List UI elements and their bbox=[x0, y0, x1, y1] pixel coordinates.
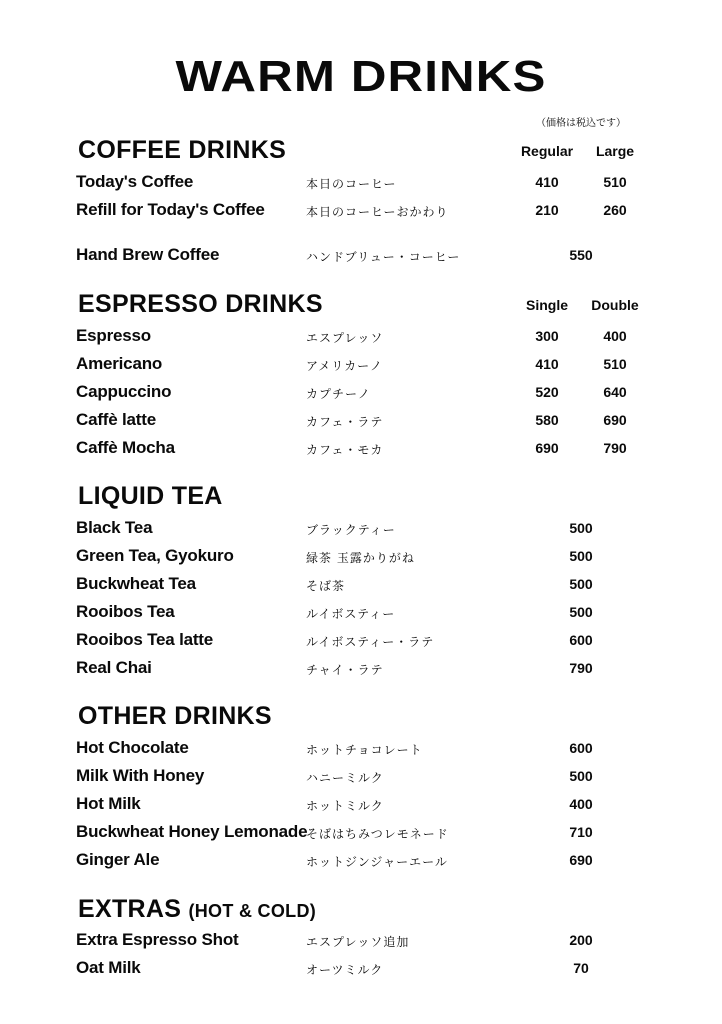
menu-row bbox=[0, 850, 722, 878]
menu-row bbox=[0, 658, 722, 686]
item-name-jp: カフェ・ラテ bbox=[306, 415, 384, 429]
item-name: Ginger Ale bbox=[76, 850, 160, 869]
item-name: Green Tea, Gyokuro bbox=[76, 546, 234, 565]
column-header-regular: Regular bbox=[520, 143, 574, 159]
price: 600 bbox=[569, 632, 593, 648]
item-name-jp: そば茶 bbox=[306, 579, 346, 593]
item-name: Americano bbox=[76, 354, 163, 373]
price-single: 520 bbox=[535, 384, 559, 400]
price: 500 bbox=[569, 520, 593, 536]
price-single: 690 bbox=[535, 440, 559, 456]
price-double: 510 bbox=[603, 356, 627, 372]
item-name: Rooibos Tea bbox=[76, 602, 175, 621]
menu-row bbox=[0, 245, 722, 273]
section-heading-note: (HOT & COLD) bbox=[188, 901, 317, 921]
menu-row bbox=[0, 326, 722, 354]
price-double: 640 bbox=[603, 384, 627, 400]
column-header-double: Double bbox=[591, 297, 639, 313]
menu-row bbox=[0, 354, 722, 382]
menu-row bbox=[0, 930, 722, 958]
price: 400 bbox=[569, 796, 593, 812]
item-name: Real Chai bbox=[76, 658, 152, 677]
menu-row bbox=[0, 738, 722, 766]
menu-row bbox=[0, 630, 722, 658]
item-name-jp: ルイボスティー bbox=[306, 607, 396, 621]
menu-row bbox=[0, 794, 722, 822]
item-name: Buckwheat Honey Lemonade bbox=[76, 822, 308, 841]
item-name-jp: エスプレッソ bbox=[306, 331, 384, 345]
item-name: Buckwheat Tea bbox=[76, 574, 196, 593]
item-name-jp: 本日のコーヒーおかわり bbox=[306, 205, 449, 219]
section-heading bbox=[78, 895, 316, 924]
menu-row bbox=[0, 546, 722, 574]
item-name: Hot Milk bbox=[76, 794, 141, 813]
item-name: Espresso bbox=[76, 326, 151, 345]
price-single: 580 bbox=[535, 412, 559, 428]
item-name-jp: 本日のコーヒー bbox=[306, 177, 397, 191]
item-name: Today's Coffee bbox=[76, 172, 194, 191]
item-name-jp: ホットミルク bbox=[306, 799, 384, 813]
page-title: WARM DRINKS bbox=[175, 52, 547, 101]
item-name-jp: ブラックティー bbox=[306, 523, 396, 537]
price-single: 300 bbox=[535, 328, 559, 344]
price: 710 bbox=[569, 824, 593, 840]
item-name-jp: オーツミルク bbox=[306, 963, 384, 977]
item-name: Caffè latte bbox=[76, 410, 156, 429]
item-name-jp: そばはちみつレモネード bbox=[306, 827, 449, 841]
price-regular: 210 bbox=[535, 202, 559, 218]
price: 500 bbox=[569, 576, 593, 592]
item-name: Rooibos Tea latte bbox=[76, 630, 214, 649]
price: 500 bbox=[569, 604, 593, 620]
menu-row bbox=[0, 200, 722, 228]
price: 550 bbox=[569, 247, 593, 263]
item-name-jp: カフェ・モカ bbox=[306, 443, 384, 457]
price-double: 790 bbox=[603, 440, 627, 456]
tax-note: （価格は税込です） bbox=[536, 118, 626, 129]
menu-row bbox=[0, 574, 722, 602]
column-header-large: Large bbox=[595, 143, 635, 159]
column-header-single: Single bbox=[525, 297, 568, 313]
section-heading-main: EXTRAS bbox=[78, 895, 182, 923]
item-name-jp: チャイ・ラテ bbox=[306, 663, 384, 677]
item-name: Refill for Today's Coffee bbox=[76, 200, 265, 219]
price-double: 690 bbox=[603, 412, 627, 428]
price: 790 bbox=[569, 660, 593, 676]
menu-row bbox=[0, 602, 722, 630]
menu-row bbox=[0, 822, 722, 850]
price: 690 bbox=[569, 852, 593, 868]
menu-row bbox=[0, 438, 722, 466]
price: 600 bbox=[569, 740, 593, 756]
item-name: Caffè Mocha bbox=[76, 438, 175, 457]
menu-row bbox=[0, 518, 722, 546]
price: 500 bbox=[569, 768, 593, 784]
item-name: Hand Brew Coffee bbox=[76, 245, 220, 264]
price-single: 410 bbox=[535, 356, 559, 372]
section-heading: OTHER DRINKS bbox=[78, 702, 272, 730]
item-name-jp: ホットチョコレート bbox=[306, 743, 423, 757]
item-name-jp: 緑茶 玉露かりがね bbox=[306, 551, 415, 565]
price-double: 400 bbox=[603, 328, 627, 344]
item-name: Hot Chocolate bbox=[76, 738, 189, 757]
section-heading: ESPRESSO DRINKS bbox=[78, 290, 323, 318]
price-large: 260 bbox=[603, 202, 627, 218]
item-name-jp: アメリカーノ bbox=[306, 359, 383, 373]
price: 70 bbox=[573, 960, 589, 976]
item-name-jp: カプチーノ bbox=[306, 387, 371, 401]
item-name-jp: エスプレッソ追加 bbox=[306, 935, 410, 949]
price-regular: 410 bbox=[535, 174, 559, 190]
section-heading: LIQUID TEA bbox=[78, 482, 223, 510]
price: 500 bbox=[569, 548, 593, 564]
item-name-jp: ハンドブリュー・コーヒー bbox=[306, 250, 461, 264]
menu-row bbox=[0, 382, 722, 410]
item-name-jp: ルイボスティー・ラテ bbox=[306, 635, 435, 649]
menu-row bbox=[0, 958, 722, 986]
menu-row bbox=[0, 410, 722, 438]
price-large: 510 bbox=[603, 174, 627, 190]
item-name: Milk With Honey bbox=[76, 766, 205, 785]
menu-row bbox=[0, 766, 722, 794]
item-name-jp: ハニーミルク bbox=[306, 771, 384, 785]
price: 200 bbox=[569, 932, 593, 948]
item-name: Oat Milk bbox=[76, 958, 141, 977]
item-name: Cappuccino bbox=[76, 382, 172, 401]
menu-row bbox=[0, 172, 722, 200]
item-name-jp: ホットジンジャーエール bbox=[306, 855, 448, 869]
item-name: Extra Espresso Shot bbox=[76, 930, 239, 949]
item-name: Black Tea bbox=[76, 518, 153, 537]
section-heading: COFFEE DRINKS bbox=[78, 136, 287, 164]
